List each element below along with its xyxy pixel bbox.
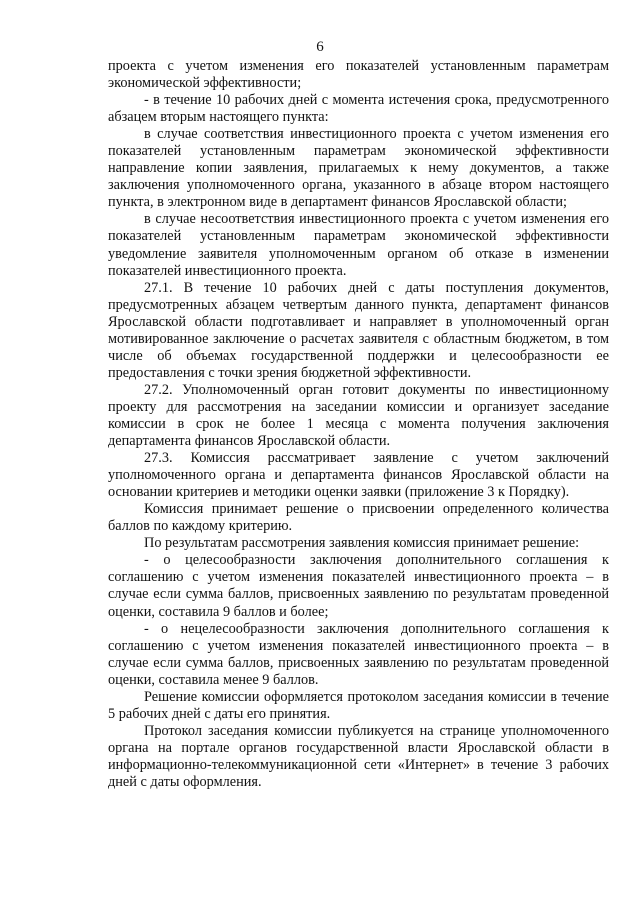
page-number: 6 <box>316 39 324 55</box>
document-body <box>108 58 609 791</box>
paragraph: 27.2. Уполномоченный орган готовит документы по инвестиционному проекту для рассмотрения на заседании комиссии и организует заседание комиссии в срок не более 1 месяца с момента получения заключения департамента финансов Ярославской области. <box>108 381 609 450</box>
paragraph: 27.1. В течение 10 рабочих дней с даты поступления документов, предусмотренных абзацем четвертым данного пункта, департамент финансов Ярославской области подготавливает и направляет в уполномоченный орган мотивированное заключение о расчетах заявителя с областным бюджетом, в том числе об объемах государственной поддержки и целесообразности ее предоставления с точки зрения бюджетной эффективности. <box>108 279 609 381</box>
paragraph: - о целесообразности заключения дополнительного соглашения к соглашению с учетом изменения показателей инвестиционного проекта – в случае если сумма баллов, присвоенных заявлению по результатам проведенной оценки, составила 9 баллов и более; <box>108 552 609 620</box>
paragraph: Решение комиссии оформляется протоколом заседания комиссии в течение 5 рабочих дней с даты его принятия. <box>108 688 609 722</box>
paragraph: - в течение 10 рабочих дней с момента истечения срока, предусмотренного абзацем вторым настоящего пункта: <box>108 92 609 126</box>
paragraph: Комиссия принимает решение о присвоении определенного количества баллов по каждому критерию. <box>108 501 609 535</box>
paragraph: в случае несоответствия инвестиционного проекта с учетом изменения его показателей установленным параметрам экономической эффективности уведомление заявителя уполномоченным органом об отказе в изменении показателей инвестиционного проекта. <box>108 211 609 279</box>
paragraph: По результатам рассмотрения заявления комиссия принимает решение: <box>144 535 580 552</box>
paragraph: проекта с учетом изменения его показателей установленным параметрам экономической эффективности; <box>108 58 609 92</box>
paragraph: 27.3. Комиссия рассматривает заявление с учетом заключений уполномоченного органа и департамента финансов Ярославской области на основании критериев и методики оценки заявки (приложение 3 к Порядку). <box>108 450 609 501</box>
paragraph: - о нецелесообразности заключения дополнительного соглашения к соглашению с учетом изменения показателей инвестиционного проекта – в случае если сумма баллов, присвоенных заявлению по результатам проведенной оценки, составила менее 9 баллов. <box>108 620 609 688</box>
paragraph: Протокол заседания комиссии публикуется на странице уполномоченного органа на портале органов государственной власти Ярославской области в информационно-телекоммуникационной сети «Интернет» в течение 3 рабочих дней с даты оформления. <box>108 722 609 790</box>
paragraph: в случае соответствия инвестиционного проекта с учетом изменения его показателей установленным параметрам экономической эффективности направление копии заявления, прилагаемых к нему документов, а также заключения уполномоченного органа, указанного в абзаце втором настоящего пункта, в электронном виде в департамент финансов Ярославской области; <box>108 126 609 211</box>
